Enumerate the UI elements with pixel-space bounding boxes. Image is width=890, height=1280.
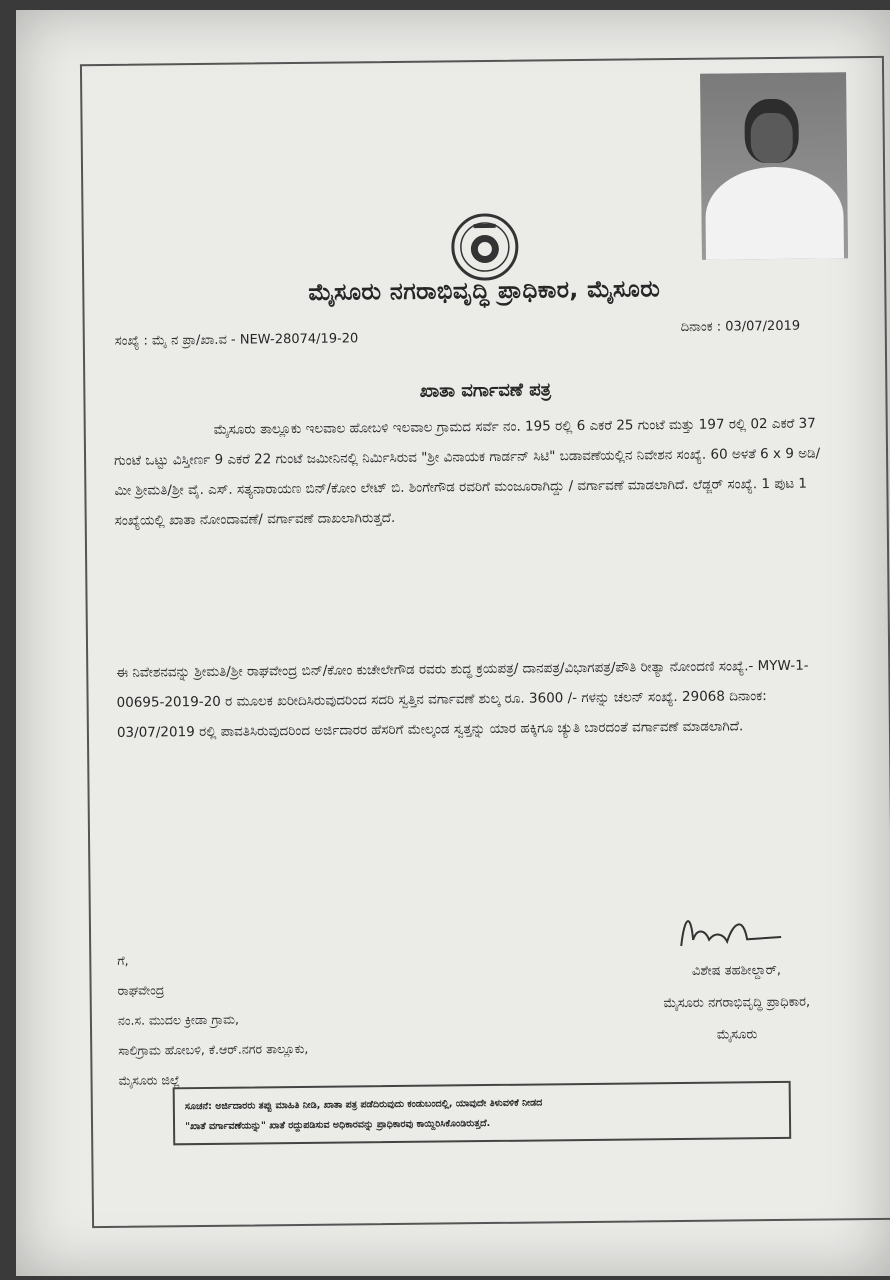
document-paper	[16, 10, 890, 1276]
signatory-block	[611, 908, 862, 1053]
reference-number: ಸಂಖ್ಯೆ : ಮೈ ನ ಪ್ರಾ/ಖಾ.ವ - NEW-28074/19-20	[114, 331, 359, 349]
notice-box	[173, 1081, 792, 1145]
notice-line: "ಖಾತೆ ವರ್ಗಾವಣೆಯನ್ನು" ಖಾತೆ ರದ್ದುಪಡಿಸುವ ಅಧಿಕಾರವನ್ನು ಪ್ರಾಧಿಕಾರವು ಕಾಯ್ದಿರಿಸಿಕೊಂಡಿರುತ್ತದೆ.	[185, 1118, 491, 1133]
issue-date: ದಿನಾಂಕ : 03/07/2019	[680, 318, 801, 335]
signature-mark	[671, 909, 791, 956]
body-paragraph-1: ಮೈಸೂರು ತಾಲ್ಲೂಕು ಇಲವಾಲ ಹೋಬಳಿ ಇಲವಾಲ ಗ್ರಾಮದ ಸರ್ವೆ ನಂ. 195 ರಲ್ಲಿ 6 ಎಕರೆ 25 ಗುಂಟೆ ಮತ್ತು 197 ರಲ್ಲಿ 02 ಎಕರೆ 37 ಗುಂಟೆ ಒಟ್ಟು ವಿಸ್ತೀರ್ಣ 9 ಎಕರೆ 22 ಗುಂಟೆ ಜಮೀನಿನಲ್ಲಿ ನಿರ್ಮಿಸಿರುವ "ಶ್ರೀ ವಿನಾಯಕ ಗಾರ್ಡನ್ ಸಿಟಿ" ಬಡಾವಣೆಯಲ್ಲಿನ ನಿವೇಶನ ಸಂಖ್ಯೆ. 60 ಅಳತೆ 6 x 9 ಅಡಿ/ಮೀ ಶ್ರೀಮತಿ/ಶ್ರೀ ವೈ. ಎಸ್. ಸತ್ಯನಾರಾಯಣ ಬಿನ್/ಕೋಂ ಲೇಟ್ ಬಿ. ಶಿಂಗೇಗೌಡ ರವರಿಗೆ ಮಂಜೂರಾಗಿದ್ದು / ವರ್ಗಾವಣೆ ಮಾಡಲಾಗಿದೆ. ಲೆಡ್ಜರ್ ಸಂಖ್ಯೆ. 1 ಪುಟ 1 ಸಂಖ್ಯೆಯಲ್ಲಿ ಖಾತಾ ನೋಂದಾವಣೆ/ ವರ್ಗಾವಣೆ ದಾಖಲಾಗಿರುತ್ತದೆ.	[113, 415, 821, 529]
addressee-name: ರಾಘವೇಂದ್ರ	[117, 982, 165, 998]
document-subject: ಖಾತಾ ವರ್ಗಾವಣೆ ಪತ್ರ	[419, 379, 552, 402]
addressee-address-line: ನಂ.ಸ. ಮುದಲ ಕ್ರೀಡಾ ಗ್ರಾಮ,	[117, 1011, 239, 1028]
addressee-address-line: ಸಾಲಿಗ್ರಾಮ ಹೋಬಳಿ, ಕೆ.ಆರ್.ನಗರ ತಾಲ್ಲೂಕು,	[118, 1040, 309, 1058]
addressee-address-line: ಮೈಸೂರು ಜಿಲ್ಲೆ	[118, 1072, 181, 1088]
applicant-photo	[700, 72, 848, 260]
addressee-block	[117, 944, 309, 1096]
signatory-city: ಮೈಸೂರು	[716, 1027, 758, 1043]
signatory-office: ಮೈಸೂರು ನಗರಾಭಿವೃದ್ಧಿ ಪ್ರಾಧಿಕಾರ,	[663, 994, 811, 1012]
authority-emblem-icon	[449, 212, 520, 283]
body-paragraph-2: ಈ ನಿವೇಶನವನ್ನು ಶ್ರೀಮತಿ/ಶ್ರೀ ರಾಘವೇಂದ್ರ ಬಿನ್/ಕೋಂ ಕುಚೇಲೇಗೌಡ ರವರು ಶುದ್ಧ ಕ್ರಯಪತ್ರ/ ದಾನಪತ್ರ/ವಿಭಾಗಪತ್ರ/ಪೌತಿ ರೀತ್ಯಾ ನೋಂದಣಿ ಸಂಖ್ಯೆ.- MYW-1-00695-2019-20 ರ ಮೂಲಕ ಖರೀದಿಸಿರುವುದರಿಂದ ಸದರಿ ಸ್ವತ್ತಿನ ವರ್ಗಾವಣೆ ಶುಲ್ಕ ರೂ. 3600 /- ಗಳನ್ನು ಚಲನ್ ಸಂಖ್ಯೆ. 29068 ದಿನಾಂಕ: 03/07/2019 ರಲ್ಲಿ ಪಾವತಿಸಿರುವುದರಿಂದ ಅರ್ಜಿದಾರರ ಹೆಸರಿಗೆ ಮೇಲ್ಕಂಡ ಸ್ವತ್ತನ್ನು ಯಾರ ಹಕ್ಕಿಗೂ ಚ್ಯುತಿ ಬಾರದಂತೆ ವರ್ಗಾವಣೆ ಮಾಡಲಾಗಿದೆ.	[116, 657, 809, 741]
signatory-designation: ವಿಶೇಷ ತಹಶೀಲ್ದಾರ್,	[691, 962, 782, 979]
notice-line: ಸೂಚನೆ: ಅರ್ಜಿದಾರರು ತಪ್ಪು ಮಾಹಿತಿ ನೀಡಿ, ಖಾತಾ ಪತ್ರ ಪಡೆದಿರುವುದು ಕಂಡುಬಂದಲ್ಲಿ, ಯಾವುದೇ ತಿಳುವಳಿಕೆ ನೀಡದ	[184, 1097, 543, 1113]
document-border	[80, 56, 890, 1228]
addressee-label: ಗೆ,	[117, 952, 129, 968]
authority-title: ಮೈಸೂರು ನಗರಾಭಿವೃದ್ಧಿ ಪ್ರಾಧಿಕಾರ, ಮೈಸೂರು	[308, 276, 661, 306]
